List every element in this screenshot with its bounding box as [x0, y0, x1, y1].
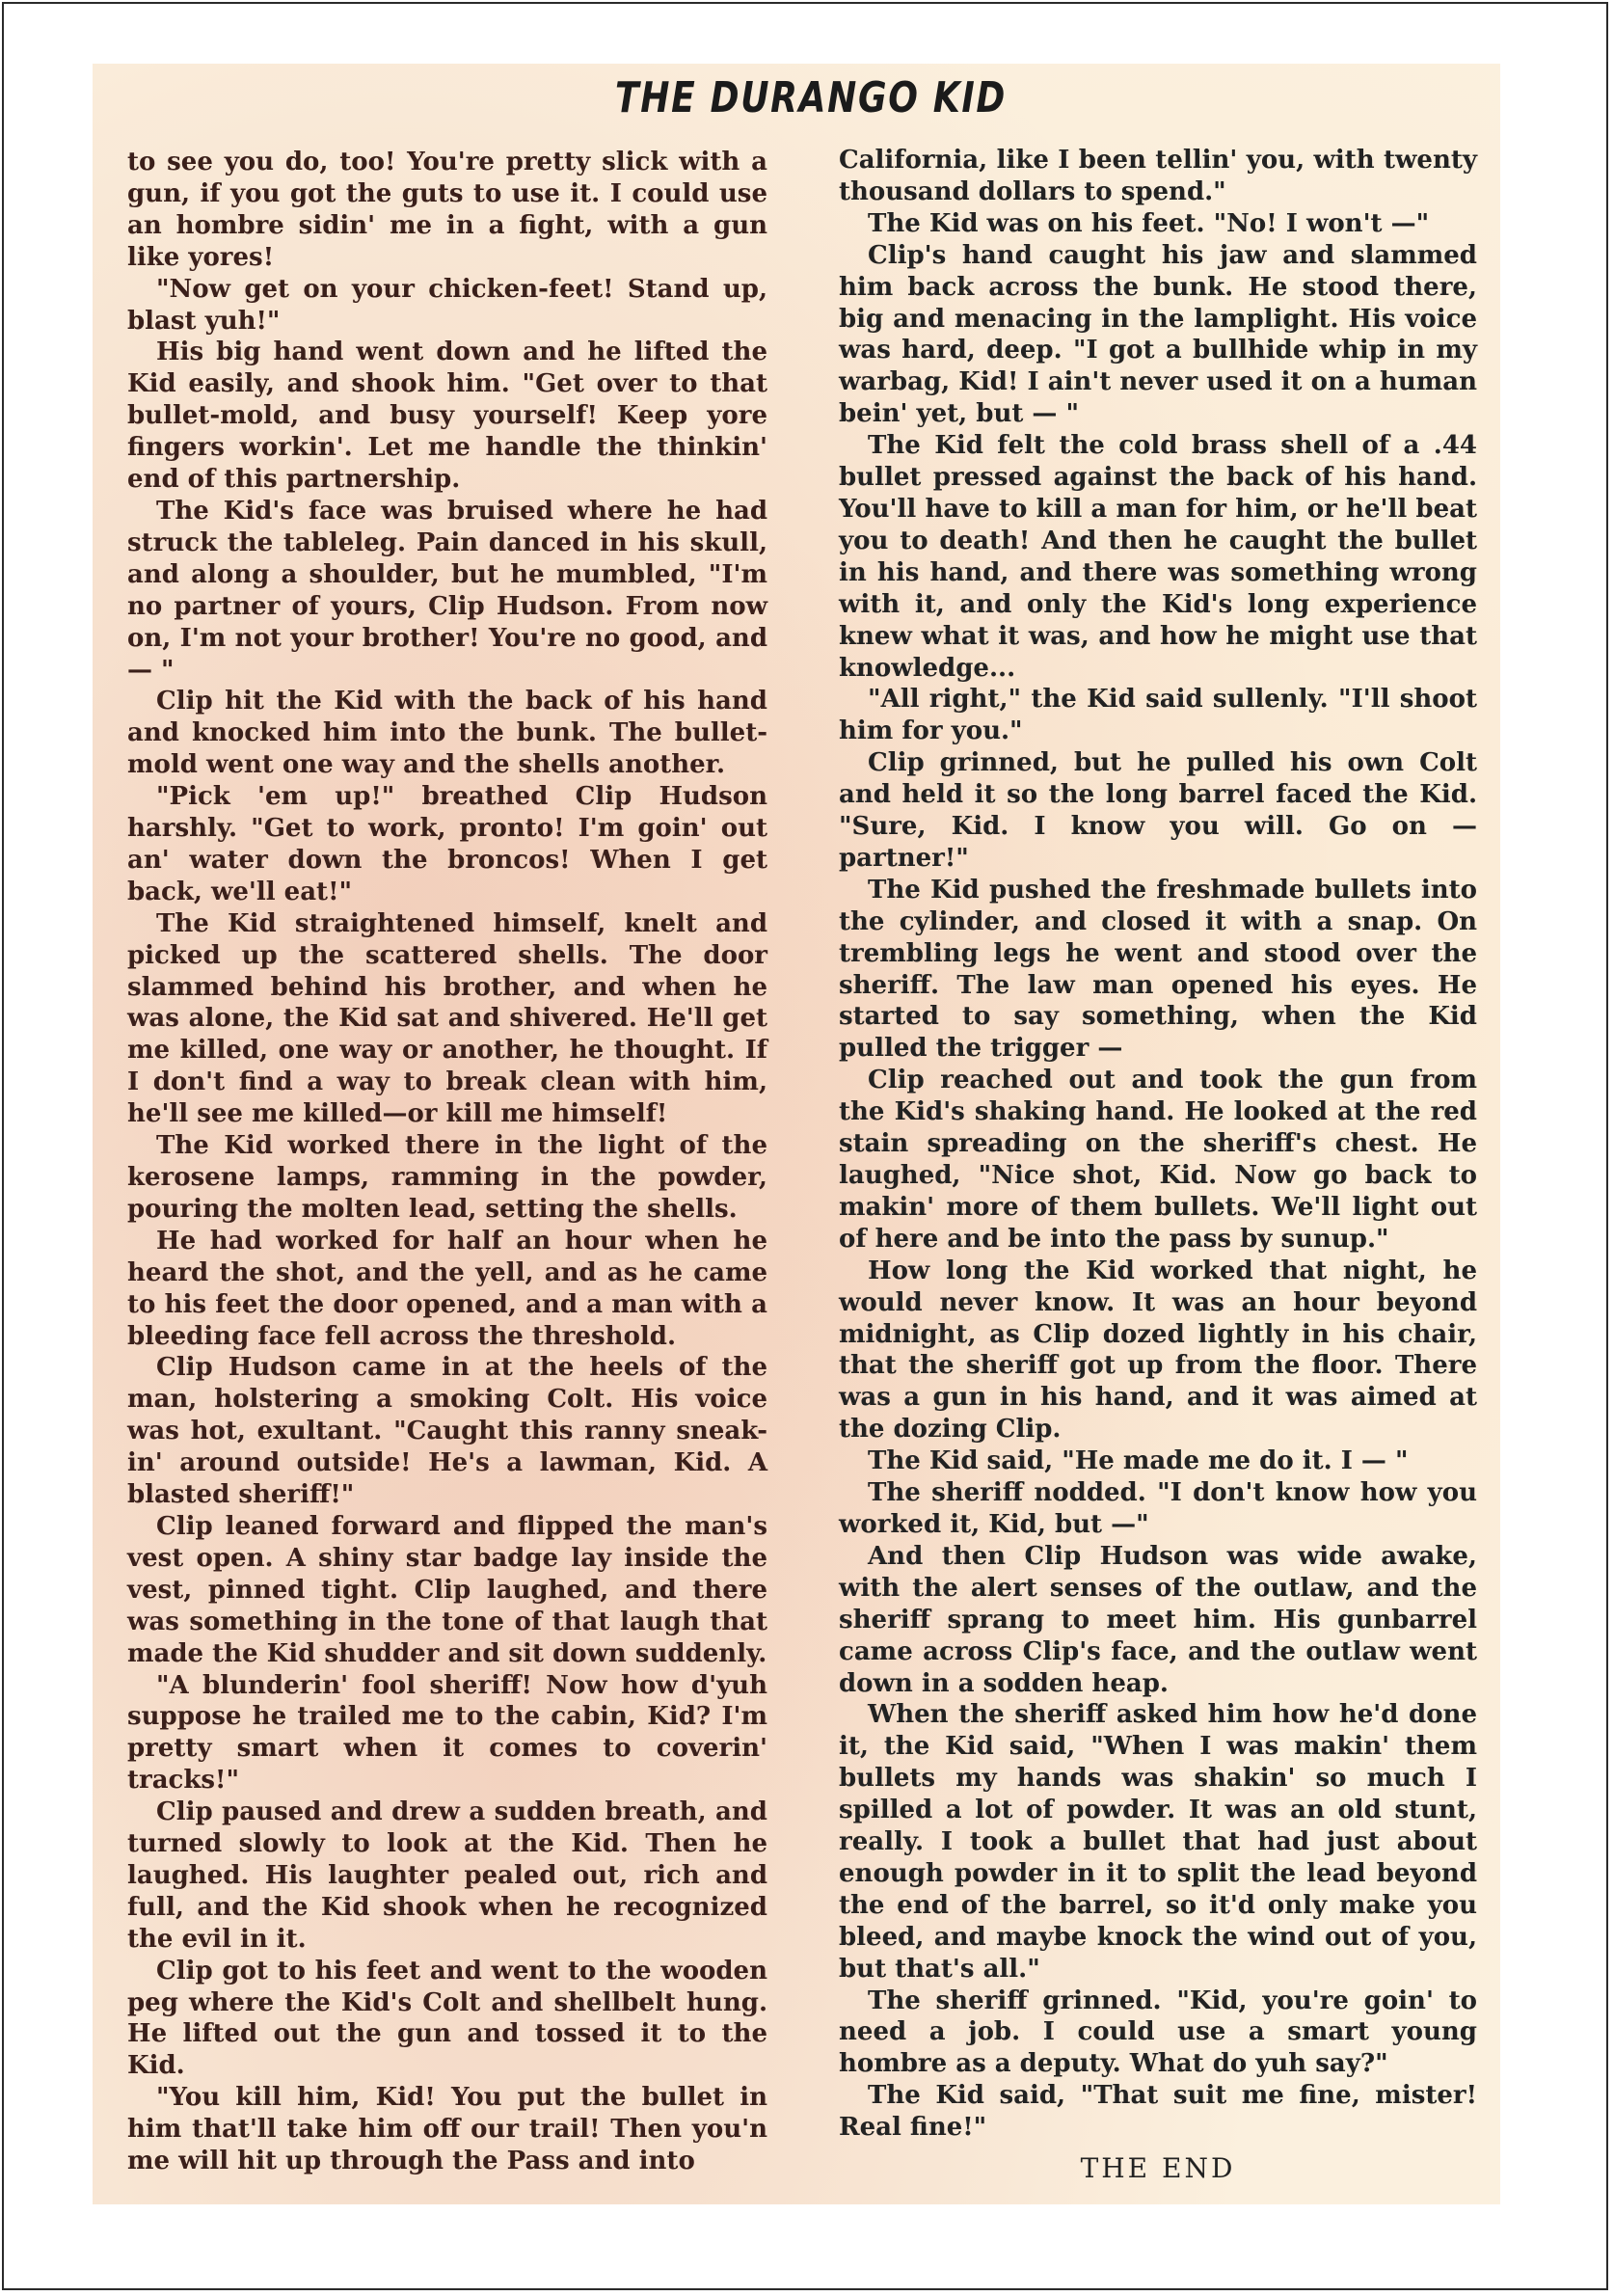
page-title: THE DURANGO KID — [615, 73, 1007, 122]
paragraph: The Kid worked there in the light of the kerosene lamps, ramming in the powder, pouring the molten lead, setting the shells. — [127, 1131, 767, 1224]
paragraph: The Kid felt the cold brass shell of a .44 bullet pressed against the back of his hand. You'll have to kill a man for him, or he'll beat you to death! And then he caught the bullet in his hand, and there was something wrong with it, and only the Kid's long experience knew what it was, and how he might use that knowledge... — [839, 431, 1477, 683]
paragraph: The Kid straightened himself, knelt and picked up the scattered shells. The door slammed behind his brother, and when he was alone, the Kid sat and shivered. He'll get me killed, one way or another, he thought. If I don't find a way to break clean with him, he'll see me killed—or kill me himself! — [127, 908, 767, 1129]
paragraph: Clip got to his feet and went to the wooden peg where the Kid's Colt and shellbelt hung. He lifted out the gun and tossed it to the Kid. — [127, 1956, 767, 2081]
paragraph: Clip paused and drew a sudden breath, and turned slowly to look at the Kid. Then he laughed. His laughter pealed out, rich and full, and the Kid shook when he recognized the evil in it. — [127, 1797, 767, 1954]
comic-text-page — [2, 2, 1608, 2290]
paragraph: "A blunderin' fool sheriff! Now how d'yuh suppose he trailed me to the cabin, Kid? I'm pretty smart when it comes to coverin' tracks!" — [127, 1670, 767, 1796]
paragraph: Clip's hand caught his jaw and slammed him back across the bunk. He stood there, big and menacing in the lamplight. His voice was hard, deep. "I got a bullhide whip in my warbag, Kid! I ain't never used it on a human bein' yet, but — " — [839, 240, 1477, 429]
paragraph: The sheriff grinned. "Kid, you're goin' to need a job. I could use a smart young hombre as a deputy. What do yuh say?" — [839, 1985, 1477, 2079]
paragraph: Clip Hudson came in at the heels of the man, holstering a smoking Colt. His voice was hot, exultant. "Caught this ranny sneak-in' around outside! He's a lawman, Kid. A blasted sheriff!" — [127, 1353, 767, 1510]
paragraph: He had worked for half an hour when he heard the shot, and the yell, and as he came to his feet the door opened, and a man with a bleeding face fell across the threshold. — [127, 1226, 767, 1351]
paragraph: Clip leaned forward and flipped the man's vest open. A shiny star badge lay inside the vest, pinned tight. Clip laughed, and there was something in the tone of that laugh that made the Kid shudder and sit down suddenly. — [127, 1511, 767, 1668]
paragraph: The Kid's face was bruised where he had struck the tableleg. Pain danced in his skull, and along a shoulder, but he mumbled, "I'm no partner of yours, Clip Hudson. From now on, I'm not your brother! You're no good, and — " — [127, 496, 767, 685]
paragraph: Clip grinned, but he pulled his own Colt and held it so the long barrel faced the Kid. "Sure, Kid. I know you will. Go on — partner!" — [839, 748, 1477, 873]
paragraph: Clip reached out and took the gun from the Kid's shaking hand. He looked at the red stain spreading on the sheriff's chest. He laughed, "Nice shot, Kid. Now go back to makin' more of them bullets. We'll light out of here and be into the pass by sunup." — [839, 1066, 1477, 1254]
paragraph: "You kill him, Kid! You put the bullet in him that'll take him off our trail! Then you'n me will hit up through the Pass and into — [127, 2083, 767, 2176]
paragraph: The Kid was on his feet. "No! I won't —" — [868, 208, 1430, 238]
paragraph: California, like I been tellin' you, with twenty thousand dollars to spend." — [839, 146, 1477, 206]
right-text-column — [839, 145, 1477, 2185]
paragraph: The Kid pushed the freshmade bullets into the cylinder, and closed it with a snap. On trembling legs he went and stood over the sheriff. The law man opened his eyes. He started to say something, when the Kid pulled the trigger — — [839, 875, 1477, 1064]
paragraph: to see you do, too! You're pretty slick with a gun, if you got the guts to use it. I could use an hombre sidin' me in a fight, with a gun like yores! — [127, 148, 767, 272]
the-end-label: THE END — [1080, 2152, 1236, 2185]
paragraph: How long the Kid worked that night, he would never know. It was an hour beyond midnight, as Clip dozed lightly in his chair, that the sheriff got up from the floor. There was a gun in his hand, and it was aimed at the dozing Clip. — [839, 1256, 1477, 1445]
paragraph: Clip hit the Kid with the back of his hand and knocked him into the bunk. The bullet-mold went one way and the shells another. — [127, 687, 767, 780]
paragraph: When the sheriff asked him how he'd done it, the Kid said, "When I was makin' them bullets my hands was shakin' so much I spilled a lot of powder. It was an old stunt, really. I took a bullet that had just about enough powder in it to split the lead beyond the end of the barrel, so it'd only make you bleed, and maybe knock the wind out of you, but that's all." — [839, 1700, 1477, 1984]
paragraph: His big hand went down and he lifted the Kid easily, and shook him. "Get over to that bullet-mold, and busy yourself! Keep yore fingers workin'. Let me handle the thinkin' end of this partnership. — [127, 338, 767, 495]
paragraph: The Kid said, "He made me do it. I — " — [868, 1446, 1409, 1476]
paragraph: "Now get on your chicken-feet! Stand up, blast yuh!" — [127, 274, 767, 336]
paragraph: The sheriff nodded. "I don't know how you worked it, Kid, but —" — [839, 1478, 1477, 1539]
paragraph: "All right," the Kid said sullenly. "I'll shoot him for you." — [839, 685, 1477, 746]
paragraph: The Kid said, "That suit me fine, mister! Real fine!" — [839, 2081, 1477, 2143]
paragraph: And then Clip Hudson was wide awake, with the alert senses of the outlaw, and the sheriff sprang to meet him. His gunbarrel came across Clip's face, and the outlaw went down in a sodden heap. — [839, 1541, 1477, 1698]
paragraph: "Pick 'em up!" breathed Clip Hudson harshly. "Get to work, pronto! I'm goin' out an' water down the broncos! When I get back, we'll eat!" — [127, 782, 767, 906]
left-text-column — [127, 147, 767, 2177]
